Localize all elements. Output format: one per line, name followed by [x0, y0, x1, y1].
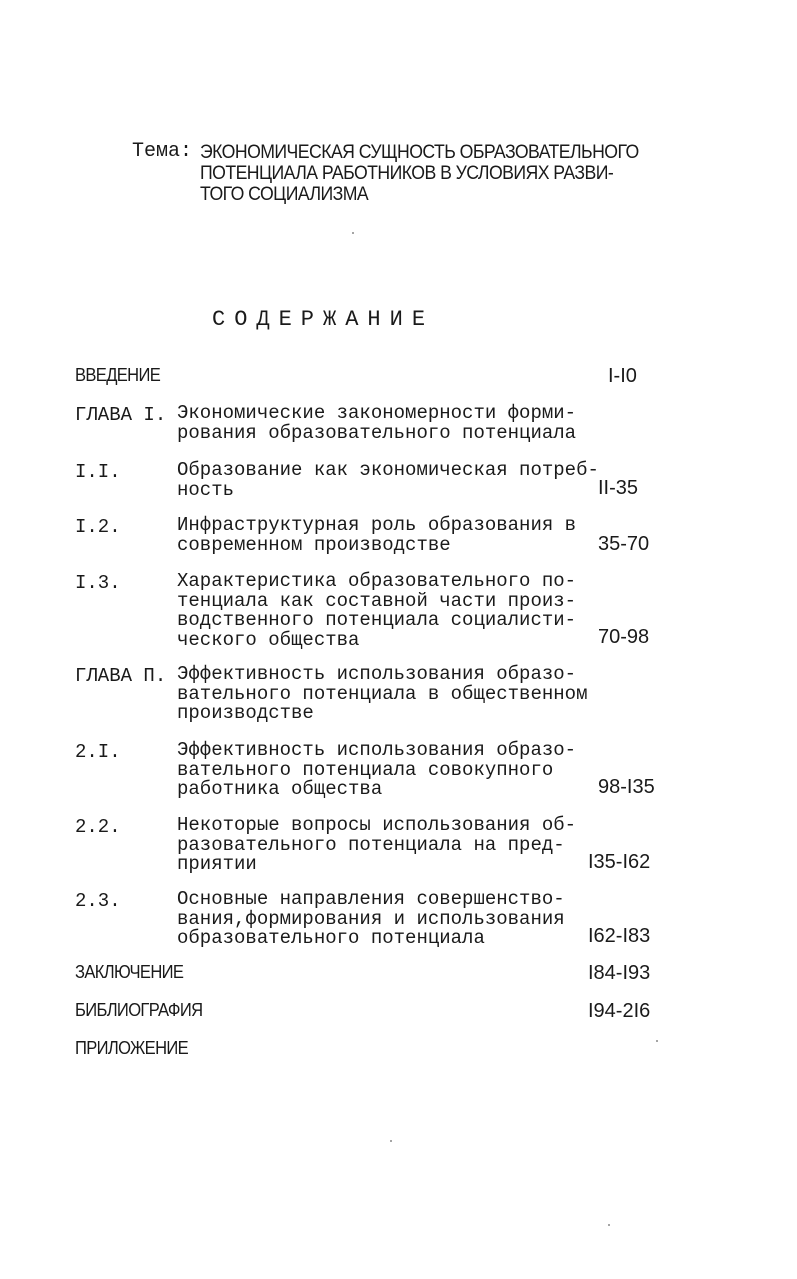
toc-title-line: вания,формирования и использования	[177, 907, 565, 930]
toc-title-line: работника общества	[177, 778, 383, 800]
toc-entry-number: ГЛАВА I.	[75, 404, 167, 426]
toc-entry-title	[177, 890, 565, 949]
toc-entry-title	[177, 665, 587, 724]
toc-entry-number: I.I.	[75, 461, 121, 483]
toc-title-line: ческого общества	[177, 628, 360, 651]
toc-entry-number: ЗАКЛЮЧЕНИЕ	[75, 962, 184, 982]
toc-entry-number: ВВЕДЕНИЕ	[75, 365, 161, 385]
toc-title-line: Эффективность использования образо-	[177, 663, 577, 685]
toc-entry-number: ПРИЛОЖЕНИЕ	[75, 1038, 189, 1058]
topic-label: Тема:	[132, 140, 193, 163]
toc-entry-pages: 98-I35	[598, 776, 655, 798]
scan-speck	[390, 1140, 392, 1142]
toc-title-line: Характеристика образовательного по-	[177, 570, 577, 592]
toc-entry-pages: 35-70	[598, 533, 650, 555]
scan-speck	[656, 1040, 658, 1042]
toc-title-line: Некоторые вопросы использования об-	[177, 814, 577, 836]
toc-title-line: Образование как экономическая потреб-	[177, 459, 599, 481]
toc-title-line: вательного потенциала совокупного	[177, 758, 554, 781]
toc-entry-title	[177, 516, 576, 555]
toc-title-line: производстве	[177, 702, 314, 724]
toc-entry-title	[177, 404, 576, 443]
toc-title-line: Эффективность использования образо-	[177, 739, 577, 761]
toc-entry-pages: I-I0	[608, 365, 637, 387]
toc-entry-number: ГЛАВА П.	[75, 665, 167, 687]
toc-entry-number: 2.2.	[75, 816, 121, 838]
topic-line: ТОГО СОЦИАЛИЗМА	[200, 184, 369, 205]
topic-title	[200, 142, 639, 205]
toc-title-line: Основные направления совершенство-	[177, 888, 565, 910]
toc-title-line: рования образовательного потенциала	[177, 421, 577, 444]
toc-entry-pages: 70-98	[598, 626, 650, 648]
scan-speck	[608, 1224, 610, 1226]
topic-line: ПОТЕНЦИАЛА РАБОТНИКОВ В УСЛОВИЯХ РАЗВИ-	[200, 163, 614, 184]
toc-entry-number: I.3.	[75, 572, 121, 594]
toc-title-line: Инфраструктурная роль образования в	[177, 514, 577, 536]
toc-entry-pages: II-35	[598, 477, 639, 499]
toc-entry-pages: I84-I93	[588, 962, 651, 984]
topic-block	[132, 142, 672, 205]
toc-entry-number: БИБЛИОГРАФИЯ	[75, 1000, 203, 1020]
toc-entry-number: I.2.	[75, 516, 121, 538]
toc-title-line: образовательного потенциала	[177, 927, 485, 949]
toc-entry-title	[177, 741, 576, 800]
contents-heading: СОДЕРЖАНИЕ	[212, 307, 435, 332]
toc-title-line: ность	[177, 478, 235, 501]
toc-entry-number: 2.I.	[75, 741, 121, 763]
toc-entry-pages: I35-I62	[588, 851, 651, 873]
toc-entry-number: 2.3.	[75, 890, 121, 912]
toc-entry-title	[177, 572, 576, 650]
toc-entry-pages: I62-I83	[588, 925, 651, 947]
toc-title-line: разовательного потенциала на пред-	[177, 833, 565, 856]
scan-speck	[352, 232, 354, 234]
toc-entry-title	[177, 816, 576, 875]
toc-title-line: тенциала как составной части произ-	[177, 589, 577, 612]
toc-title-line: современном производстве	[177, 533, 451, 556]
toc-entry-title	[177, 461, 599, 500]
toc-title-line: приятии	[177, 853, 257, 875]
toc-title-line: Экономические закономерности форми-	[177, 402, 577, 424]
toc-title-line: вательного потенциала в общественном	[177, 682, 588, 705]
toc-entry-pages: I94-2I6	[588, 1000, 651, 1022]
toc-title-line: водственного потенциала социалисти-	[177, 609, 577, 631]
topic-line: ЭКОНОМИЧЕСКАЯ СУЩНОСТЬ ОБРАЗОВАТЕЛЬНОГО	[200, 142, 639, 163]
